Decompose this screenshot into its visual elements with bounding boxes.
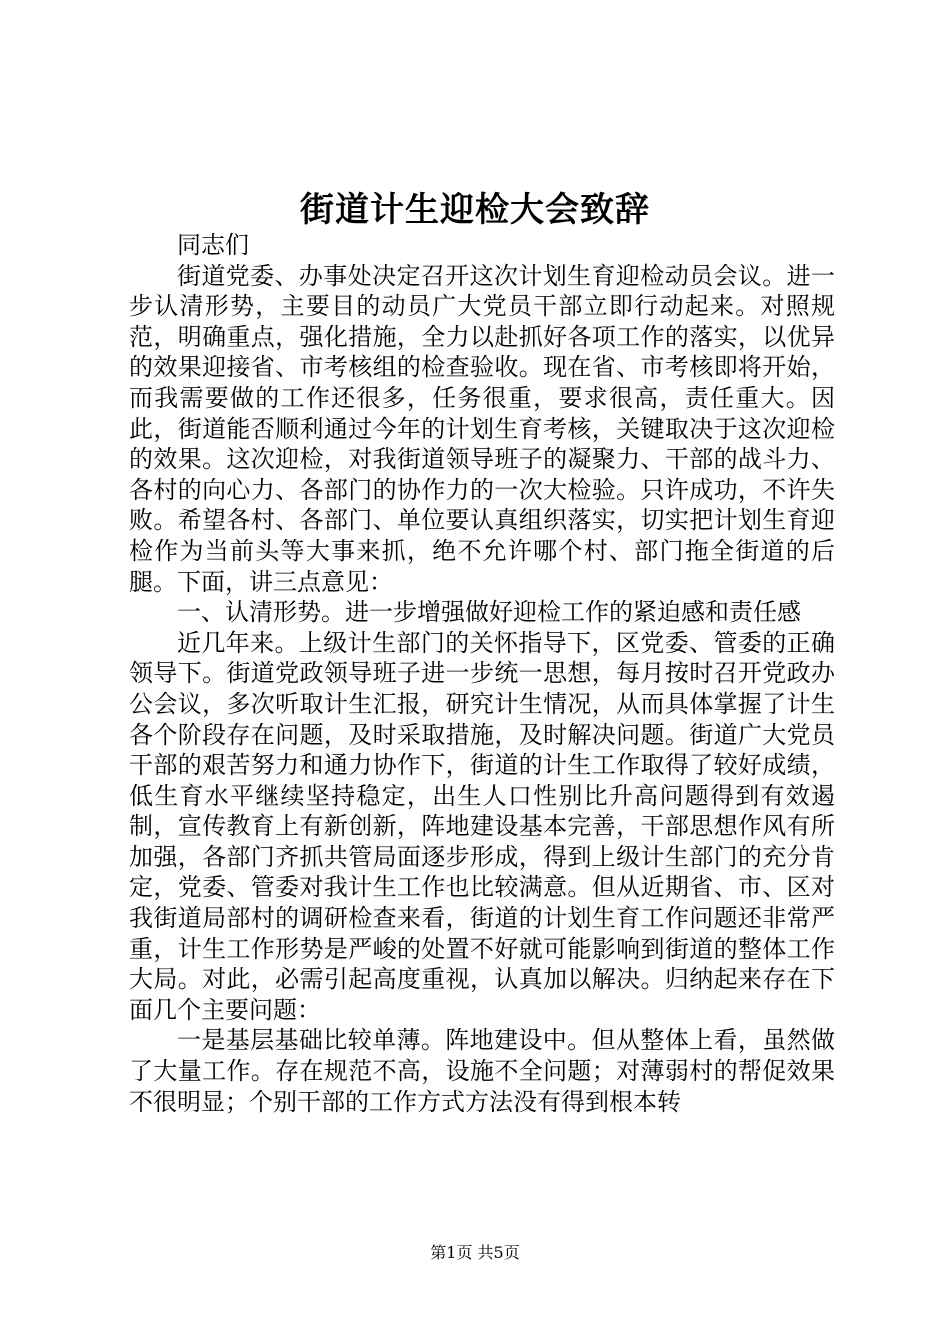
paragraph-problem-1: 一是基层基础比较单薄。阵地建设中。但从整体上看，虽然做了大量工作。存在规范不高，设施不全问题；对薄弱村的帮促效果不很明显；个别干部的工作方式方法没有得到根本转 bbox=[129, 1026, 835, 1116]
paragraph-intro: 街道党委、办事处决定召开这次计划生育迎检动员会议。进一步认清形势，主要目的动员广大党员干部立即行动起来。对照规范，明确重点，强化措施，全力以赴抓好各项工作的落实，以优异的效果迎接省、市考核组的检查验收。现在省、市考核即将开始，而我需要做的工作还很多，任务很重，要求很高，责任重大。因此，街道能否顺利通过今年的计划生育考核，关键取决于这次迎检的效果。这次迎检，对我街道领导班子的凝聚力、干部的战斗力、各村的向心力、各部门的协作力的一次大检验。只许成功，不许失败。希望各村、各部门、单位要认真组织落实，切实把计划生育迎检作为当前头等大事来抓，绝不允许哪个村、部门拖全街道的后腿。下面，讲三点意见： bbox=[129, 261, 835, 596]
document-body bbox=[129, 230, 835, 1117]
page-number-footer: 第1页 共5页 bbox=[430, 1243, 520, 1262]
paragraph-situation: 近几年来。上级计生部门的关怀指导下，区党委、管委的正确领导下。街道党政领导班子进一步统一思想，每月按时召开党政办公会议，多次听取计生汇报，研究计生情况，从而具体掌握了计生各个阶段存在问题，及时采取措施，及时解决问题。街道广大党员干部的艰苦努力和通力协作下，街道的计生工作取得了较好成绩，低生育水平继续坚持稳定，出生人口性别比升高问题得到有效遏制，宣传教育上有新创新，阵地建设基本完善，干部思想作风有所加强，各部门齐抓共管局面逐步形成，得到上级计生部门的充分肯定，党委、管委对我计生工作也比较满意。但从近期省、市、区对我街道局部村的调研检查来看，街道的计划生育工作问题还非常严重，计生工作形势是严峻的处置不好就可能影响到街道的整体工作大局。对此，必需引起高度重视，认真加以解决。归纳起来存在下面几个主要问题： bbox=[129, 628, 835, 1024]
section-heading-1: 一、认清形势。进一步增强做好迎检工作的紧迫感和责任感 bbox=[177, 598, 801, 627]
document-title: 街道计生迎检大会致辞 bbox=[300, 190, 650, 230]
salutation: 同志们 bbox=[177, 231, 249, 259]
